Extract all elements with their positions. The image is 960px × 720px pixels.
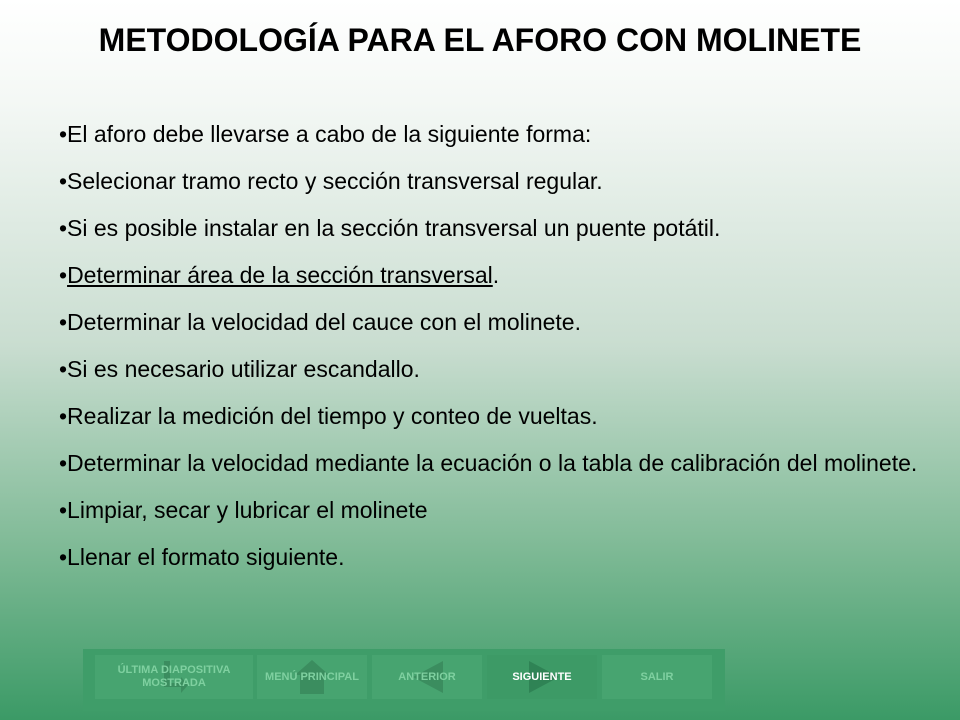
main-menu-label: MENÚ PRINCIPAL (265, 670, 359, 683)
bullet-list (59, 120, 919, 590)
previous-label: ANTERIOR (398, 670, 456, 683)
bullet-prefix: • (59, 262, 68, 288)
bullet-suffix: . (492, 262, 500, 288)
exit-button[interactable] (602, 655, 712, 699)
navigation-bar (83, 649, 725, 711)
list-item: •Determinar la velocidad mediante la ecuación o la tabla de calibración del molinete. (59, 450, 918, 476)
list-item: •Si es posible instalar en la sección transversal un puente potátil. (59, 215, 721, 241)
list-item: •Selecionar tramo recto y sección transversal regular. (59, 168, 603, 194)
main-menu-button[interactable] (257, 655, 367, 699)
list-item: •Si es necesario utilizar escandallo. (59, 356, 420, 382)
list-item: •Llenar el formato siguiente. (59, 544, 345, 570)
list-item: •Limpiar, secar y lubricar el molinete (59, 497, 428, 523)
next-button[interactable] (487, 655, 597, 699)
list-item: •Realizar la medición del tiempo y conteo de vueltas. (59, 403, 598, 429)
area-section-link[interactable]: Determinar área de la sección transversal (67, 262, 493, 288)
exit-label: SALIR (640, 670, 674, 683)
list-item (59, 261, 919, 290)
previous-button[interactable] (372, 655, 482, 699)
slide-title: METODOLOGÍA PARA EL AFORO CON MOLINETE (98, 22, 862, 58)
next-label: SIGUIENTE (512, 670, 572, 683)
list-item: •El aforo debe llevarse a cabo de la siguiente forma: (59, 121, 592, 147)
last-slide-button[interactable] (95, 655, 253, 699)
last-slide-label: ÚLTIMA DIAPOSITIVA MOSTRADA (117, 664, 231, 689)
list-item: •Determinar la velocidad del cauce con el molinete. (59, 309, 581, 335)
